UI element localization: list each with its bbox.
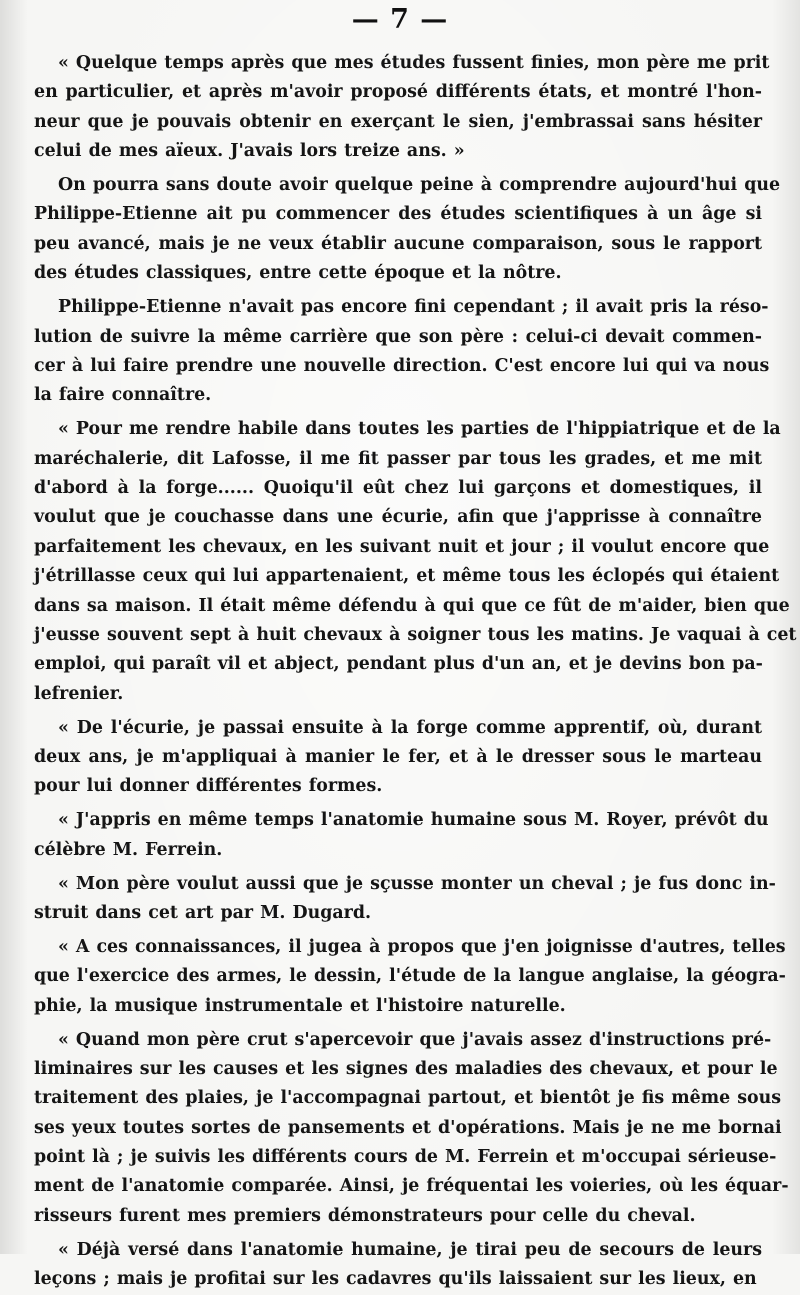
text-line: « De l'écurie, je passai ensuite à la forge comme apprentif, où, durant	[58, 717, 762, 738]
text-line: ment de l'anatomie comparée. Ainsi, je fréquentai les voieries, où les équar-	[34, 1176, 789, 1197]
text-line: que l'exercice des armes, le dessin, l'étude de la langue anglaise, la géogra-	[34, 966, 786, 987]
text-line: liminaires sur les causes et les signes des maladies des chevaux, et pour le	[34, 1058, 778, 1079]
text-line: peu avancé, mais je ne veux établir aucune comparaison, sous le rapport	[34, 233, 762, 254]
text-line: deux ans, je m'appliquai à manier le fer, et à le dresser sous le marteau	[34, 746, 762, 767]
paragraph	[34, 49, 770, 167]
text-line: la faire connaître.	[34, 385, 212, 406]
text-line: « Mon père voulut aussi que je sçusse monter un cheval ; je fus donc in-	[58, 873, 776, 894]
text-line: j'eusse souvent sept à huit chevaux à soigner tous les matins. Je vaquai à cet	[34, 624, 797, 645]
text-line: neur que je pouvais obtenir en exerçant le sien, j'embrassai sans hésiter	[34, 111, 762, 132]
text-line: des études classiques, entre cette époque et la nôtre.	[34, 263, 562, 284]
paragraph	[34, 1236, 762, 1295]
text-line: j'étrillasse ceux qui lui appartenaient, et même tous les éclopés qui étaient	[34, 566, 780, 587]
text-line: dans sa maison. Il était même défendu à qui que ce fût de m'aider, bien que	[34, 595, 790, 616]
text-line: maréchalerie, dit Lafosse, il me fit passer par tous les grades, et me mit	[34, 448, 762, 469]
paragraph	[34, 933, 786, 1021]
text-line: Philippe-Etienne n'avait pas encore fini cependant ; il avait pris la réso-	[58, 297, 769, 318]
text-line: « Déjà versé dans l'anatomie humaine, je tirai peu de secours de leurs	[58, 1239, 762, 1260]
text-line: « Pour me rendre habile dans toutes les parties de l'hippiatrique et de la	[58, 419, 781, 440]
text-line: On pourra sans doute avoir quelque peine à comprendre aujourd'hui que	[58, 175, 781, 196]
text-line: lefrenier.	[34, 683, 124, 704]
text-line: parfaitement les chevaux, en les suivant nuit et jour ; il voulut encore que	[34, 536, 770, 557]
text-line: « Quelque temps après que mes études fussent finies, mon père me prit	[58, 53, 770, 73]
text-line: emploi, qui paraît vil et abject, pendant plus d'un an, et je devins bon pa-	[34, 654, 763, 675]
text-line: ses yeux toutes sortes de pansements et d'opérations. Mais je ne me bornai	[34, 1117, 782, 1138]
text-line: cer à lui faire prendre une nouvelle direction. C'est encore lui qui va nous	[34, 355, 770, 376]
text-line: celui de mes aïeux. J'avais lors treize ans. »	[34, 141, 465, 162]
paragraph	[34, 806, 769, 865]
text-line: célèbre M. Ferrein.	[34, 839, 223, 860]
text-line: struit dans cet art par M. Dugard.	[34, 902, 372, 923]
text-line: « A ces connaissances, il jugea à propos que j'en joignisse d'autres, telles	[58, 936, 786, 957]
text-line: Philippe-Etienne ait pu commencer des études scientifiques à un âge si	[34, 204, 762, 225]
paragraph	[34, 293, 770, 411]
text-line: voulut que je couchasse dans une écurie, afin que j'apprisse à connaître	[34, 507, 762, 528]
paragraph	[34, 1026, 789, 1232]
text-line: pour lui donner différentes formes.	[34, 776, 383, 797]
text-line: en particulier, et après m'avoir proposé différents états, et montré l'hon-	[34, 82, 762, 103]
text-line: traitement des plaies, je l'accompagnai partout, et bientôt je fis même sous	[34, 1088, 782, 1109]
paragraph	[34, 171, 781, 289]
paragraph	[34, 415, 797, 709]
paragraph	[34, 714, 762, 802]
page-number: — 7 —	[351, 4, 449, 35]
text-line: d'abord à la forge...... Quoiqu'il eût chez lui garçons et domestiques, il	[34, 477, 762, 498]
text-line: « Quand mon père crut s'apercevoir que j'avais assez d'instructions pré-	[58, 1029, 772, 1050]
text-line: leçons ; mais je profitai sur les cadavres qu'ils laissaient sur les lieux, en	[34, 1269, 757, 1290]
text-line: risseurs furent mes premiers démonstrateurs pour celle du cheval.	[34, 1205, 696, 1226]
paragraph	[34, 870, 776, 929]
page-body	[34, 49, 797, 1295]
text-line: lution de suivre la même carrière que son père : celui-ci devait commen-	[34, 326, 762, 347]
text-line: « J'appris en même temps l'anatomie humaine sous M. Royer, prévôt du	[58, 810, 769, 831]
text-line: point là ; je suivis les différents cours de M. Ferrein et m'occupai sérieuse-	[34, 1147, 777, 1168]
text-line: phie, la musique instrumentale et l'histoire naturelle.	[34, 995, 566, 1016]
